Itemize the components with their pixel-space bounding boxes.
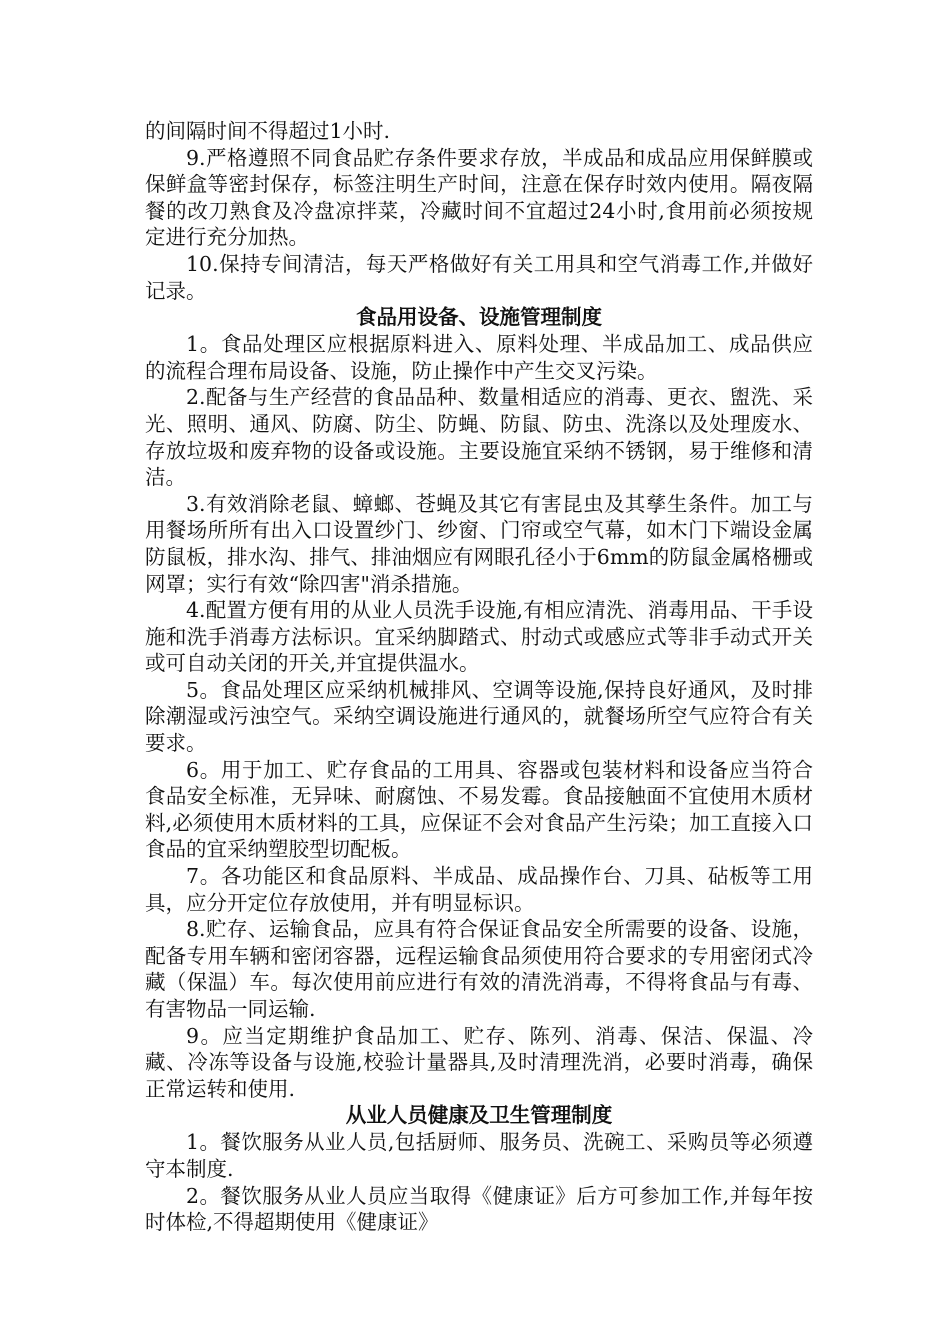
- paragraph-item-3: 3.有效消除老鼠、蟑螂、苍蝇及其它有害昆虫及其孳生条件。加工与用餐场所所有出入口设置纱门、纱窗、门帘或空气幕，如木门下端设金属防鼠板，排水沟、排气、排油烟应有网眼孔径小于6mm的防鼠金属格栅或网罩；实行有效“除四害"消杀措施。: [145, 491, 813, 596]
- section-heading-staff-health: 从业人员健康及卫生管理制度: [345, 1103, 613, 1128]
- paragraph-item-2: 2.配备与生产经营的食品品种、数量相适应的消毒、更衣、盥洗、采光、照明、通风、防腐、防尘、防蝇、防鼠、防虫、洗涤以及处理废水、存放垃圾和废弃物的设备或设施。主要设施宜采纳不锈钢，易于维修和清洁。: [145, 385, 813, 490]
- paragraph-item-5: 5。食品处理区应采纳机械排风、空调等设施,保持良好通风，及时排除潮湿或污浊空气。采纳空调设施进行通风的，就餐场所空气应符合有关要求。: [145, 677, 813, 756]
- paragraph-item-7: 7。各功能区和食品原料、半成品、成品操作台、刀具、砧板等工用具，应分开定位存放使用，并有明显标识。: [145, 864, 813, 915]
- paragraph-staff-2: 2。餐饮服务从业人员应当取得《健康证》后方可参加工作,并每年按时体检,不得超期使用《健康证》: [145, 1183, 813, 1235]
- paragraph-item-10: 10.保持专间清洁，每天严格做好有关工用具和空气消毒工作,并做好记录。: [145, 251, 813, 303]
- paragraph-item-9b: 9。应当定期维护食品加工、贮存、陈列、消毒、保洁、保温、冷藏、冷冻等设备与设施,校验计量器具,及时清理洗消，必要时消毒，确保正常运转和使用.: [145, 1023, 813, 1101]
- paragraph-item-4: 4.配置方便有用的从业人员洗手设施,有相应清洗、消毒用品、干手设施和洗手消毒方法标识。宜采纳脚踏式、肘动式或感应式等非手动式开关或可自动关闭的开关,并宜提供温水。: [145, 598, 813, 676]
- paragraph-item-6: 6。用于加工、贮存食品的工用具、容器或包装材料和设备应当符合食品安全标准，无异味、耐腐蚀、不易发霉。食品接触面不宜使用木质材料,必须使用木质材料的工具，应保证不会对食品产生污染；加工直接入口食品的宜采纳塑胶型切配板。: [145, 757, 813, 862]
- paragraph-item-8: 8.贮存、运输食品，应具有符合保证食品安全所需要的设备、设施，配备专用车辆和密闭容器，远程运输食品须使用符合要求的专用密闭式冷藏（保温）车。每次使用前应进行有效的清洗消毒，不得将食品与有毒、有害物品一同运输.: [145, 917, 813, 1021]
- paragraph-item-1: 1。食品处理区应根据原料进入、原料处理、半成品加工、成品供应的流程合理布局设备、设施，防止操作中产生交叉污染。: [145, 332, 813, 383]
- paragraph-staff-1: 1。餐饮服务从业人员,包括厨师、服务员、洗碗工、采购员等必须遵守本制度.: [145, 1130, 813, 1181]
- section-heading-equipment: 食品用设备、设施管理制度: [356, 305, 602, 330]
- document-page: [145, 118, 813, 1236]
- paragraph-continuation: 的间隔时间不得超过1小时.: [145, 119, 391, 143]
- paragraph-item-9: 9.严格遵照不同食品贮存条件要求存放，半成品和成品应用保鲜膜或保鲜盒等密封保存，标签注明生产时间，注意在保存时效内使用。隔夜隔餐的改刀熟食及冷盘凉拌菜，冷藏时间不宜超过24小时,食用前必须按规定进行充分加热。: [145, 145, 813, 250]
